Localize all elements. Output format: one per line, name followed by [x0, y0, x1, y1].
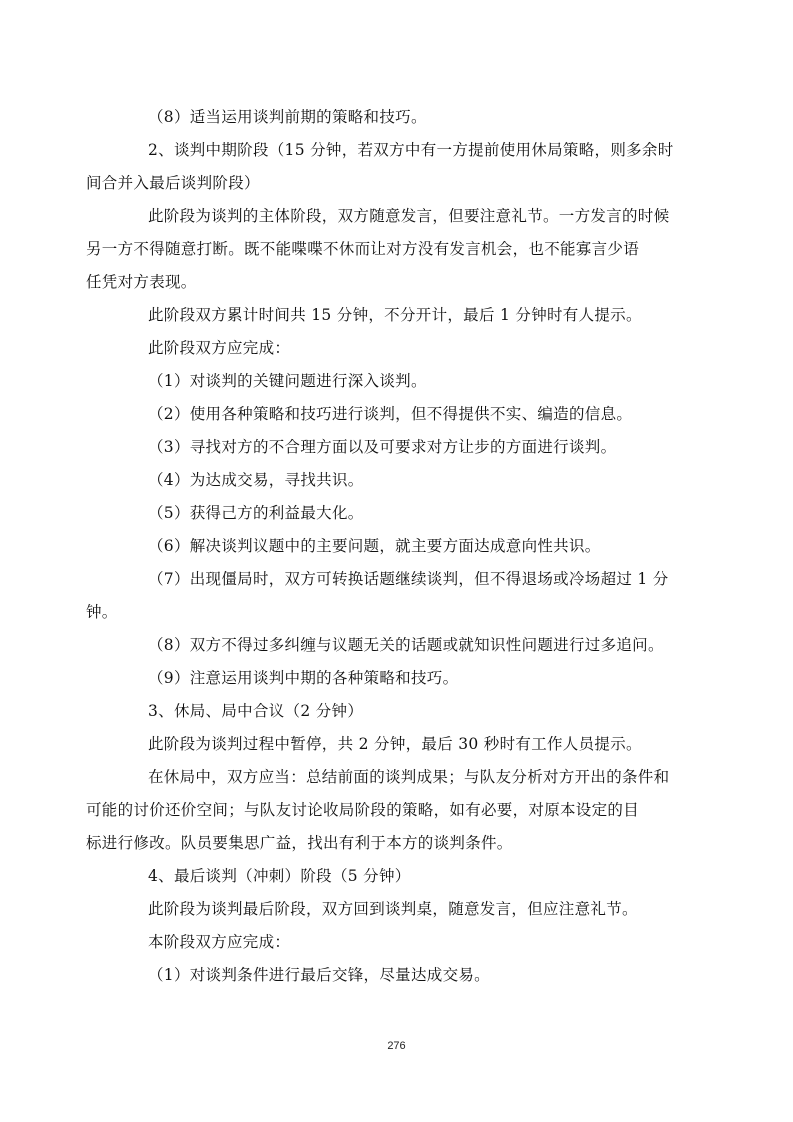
paragraph [117, 431, 677, 464]
paragraph [117, 464, 677, 497]
paragraph [117, 926, 677, 959]
text-line: 在休局中，双方应当：总结前面的谈判成果；与队友分析对方开出的条件和 [148, 768, 670, 786]
text-line: 此阶段双方应完成： [148, 339, 291, 357]
text-line: 标进行修改。队员要集思广益，找出有利于本方的谈判条件。 [86, 834, 513, 852]
paragraph [117, 959, 677, 992]
text-line: 此阶段为谈判最后阶段，双方回到谈判桌，随意发言，但应注意礼节。 [148, 900, 638, 918]
text-line: 钟。 [86, 603, 118, 621]
paragraph [86, 200, 677, 299]
paragraph [86, 563, 677, 629]
paragraph [117, 497, 677, 530]
paragraph [117, 365, 677, 398]
paragraph [117, 728, 677, 761]
paragraph [117, 299, 677, 332]
text-line: （1）对谈判条件进行最后交锋，尽量达成交易。 [148, 966, 490, 984]
text-line: （6）解决谈判议题中的主要问题，就主要方面达成意向性共识。 [148, 537, 601, 555]
paragraph [86, 134, 677, 200]
paragraph [117, 629, 677, 662]
text-line: 3、休局、局中合议（2 分钟） [148, 702, 364, 720]
text-line: （2）使用各种策略和技巧进行谈判，但不得提供不实、编造的信息。 [148, 405, 633, 423]
paragraph [117, 530, 677, 563]
text-line: 此阶段为谈判过程中暂停，共 2 分钟，最后 30 秒时有工作人员提示。 [148, 735, 642, 753]
text-line: 另一方不得随意打断。既不能喋喋不休而让对方没有发言机会，也不能寡言少语 [86, 240, 640, 258]
paragraph [117, 101, 677, 134]
text-line: （4）为达成交易，寻找共识。 [148, 471, 364, 489]
text-line: （1）对谈判的关键问题进行深入谈判。 [148, 372, 427, 390]
text-line: （7）出现僵局时，双方可转换话题继续谈判，但不得退场或冷场超过 1 分 [148, 570, 669, 588]
text-line: 间合并入最后谈判阶段） [86, 174, 260, 192]
paragraph [117, 860, 677, 893]
text-line: （8）适当运用谈判前期的策略和技巧。 [148, 108, 427, 126]
text-line: 此阶段双方累计时间共 15 分钟，不分开计，最后 1 分钟时有人提示。 [148, 306, 642, 324]
body-text [86, 101, 677, 992]
page-number: 276 [387, 1040, 406, 1052]
text-line: 可能的讨价还价空间；与队友讨论收局阶段的策略，如有必要，对原本设定的目 [86, 801, 640, 819]
paragraph [117, 398, 677, 431]
text-line: 4、最后谈判（冲刺）阶段（5 分钟） [148, 867, 411, 885]
text-line: 任凭对方表现。 [86, 273, 197, 291]
paragraph [117, 662, 677, 695]
text-line: （9）注意运用谈判中期的各种策略和技巧。 [148, 669, 459, 687]
paragraph [117, 332, 677, 365]
paragraph [86, 761, 677, 860]
text-line: （5）获得己方的利益最大化。 [148, 504, 364, 522]
text-line: 2、谈判中期阶段（15 分钟，若双方中有一方提前使用休局策略，则多余时 [148, 141, 674, 159]
text-line: 本阶段双方应完成： [148, 933, 291, 951]
paragraph [117, 893, 677, 926]
paragraph [117, 695, 677, 728]
text-line: 此阶段为谈判的主体阶段，双方随意发言，但要注意礼节。一方发言的时候 [148, 207, 670, 225]
text-line: （3）寻找对方的不合理方面以及可要求对方让步的方面进行谈判。 [148, 438, 617, 456]
text-line: （8）双方不得过多纠缠与议题无关的话题或就知识性问题进行过多追问。 [148, 636, 664, 654]
